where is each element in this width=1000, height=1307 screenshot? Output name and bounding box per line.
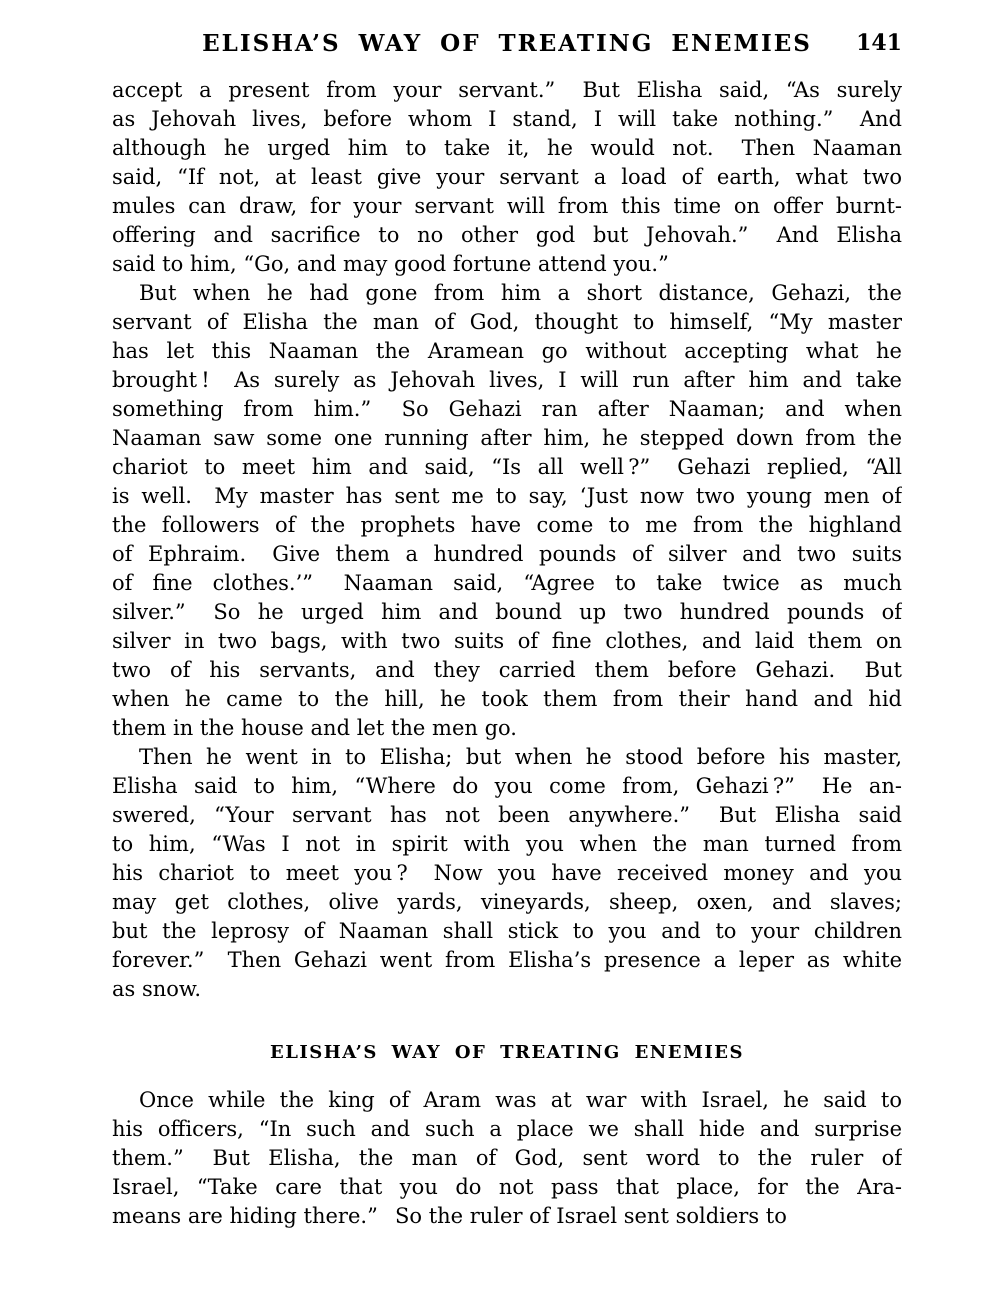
text-line: them.” But Elisha, the man of God, sent word to the ruler of [112,1146,902,1170]
text-line: his officers, “In such and such a place we shall hide and surprise [112,1117,902,1141]
body-text [112,76,902,1231]
text-line: accept a present from your servant.” But Elisha said, “As surely [112,78,902,102]
text-line: servant of Elisha the man of God, thought to himself, “My master [112,310,902,334]
text-line: something from him.” So Gehazi ran after Naaman; and when [112,397,902,421]
text-line: Once while the king of Aram was at war with Israel, he said to [139,1088,902,1112]
text-line: although he urged him to take it, he would not. Then Naaman [112,136,902,160]
text-line: mules can draw, for your servant will from this time on offer burnt- [112,194,902,218]
page-header [112,30,902,58]
text-line: them in the house and let the men go. [112,716,517,740]
text-line: may get clothes, olive yards, vineyards, sheep, oxen, and slaves; [112,890,902,914]
text-line: silver.” So he urged him and bound up two hundred pounds of [112,600,902,624]
text-line: the followers of the prophets have come to me from the highland [112,513,902,537]
text-line: Elisha said to him, “Where do you come from, Gehazi ?” He an- [112,774,902,798]
text-line: but the leprosy of Naaman shall stick to you and to your children [112,919,902,943]
text-line: when he came to the hill, he took them from their hand and hid [112,687,902,711]
text-line: brought ! As surely as Jehovah lives, I will run after him and take [112,368,902,392]
text-line: said to him, “Go, and may good fortune attend you.” [112,252,669,276]
paragraph [112,76,902,279]
text-line: Israel, “Take care that you do not pass that place, for the Ara- [112,1175,902,1199]
text-line: swered, “Your servant has not been anywhere.” But Elisha said [112,803,902,827]
text-line: silver in two bags, with two suits of fine clothes, and laid them on [112,629,902,653]
section-paragraphs [112,1086,902,1231]
section-heading: ELISHA’S WAY OF TREATING ENEMIES [269,1042,745,1063]
text-line: Naaman saw some one running after him, he stepped down from the [112,426,902,450]
text-line: as Jehovah lives, before whom I stand, I will take nothing.” And [112,107,902,131]
text-line: as snow. [112,977,202,1001]
text-line: to him, “Was I not in spirit with you when the man turned from [112,832,902,856]
text-line: But when he had gone from him a short distance, Gehazi, the [139,281,902,305]
text-line: two of his servants, and they carried them before Gehazi. But [112,658,902,682]
text-line: is well. My master has sent me to say, ‘Just now two young men of [112,484,902,508]
text-line: of Ephraim. Give them a hundred pounds of silver and two suits [112,542,902,566]
text-line: Then he went in to Elisha; but when he stood before his master, [139,745,902,769]
page-number: 141 [856,30,902,56]
text-line: forever.” Then Gehazi went from Elisha’s presence a leper as white [112,948,902,972]
paragraph [112,743,902,1004]
running-title: ELISHA’S WAY OF TREATING ENEMIES [202,30,812,57]
paragraph [112,1086,902,1231]
text-line: said, “If not, at least give your servant a load of earth, what two [112,165,902,189]
text-line: offering and sacrifice to no other god but Jehovah.” And Elisha [112,223,902,247]
text-line: chariot to meet him and said, “Is all well ?” Gehazi replied, “All [112,455,902,479]
main-paragraphs [112,76,902,1004]
text-line: has let this Naaman the Aramean go without accepting what he [112,339,902,363]
paragraph [112,279,902,743]
text-line: of fine clothes.’” Naaman said, “Agree to take twice as much [112,571,902,595]
text-line: his chariot to meet you ? Now you have received money and you [112,861,902,885]
text-line: means are hiding there.” So the ruler of Israel sent soldiers to [112,1204,787,1228]
